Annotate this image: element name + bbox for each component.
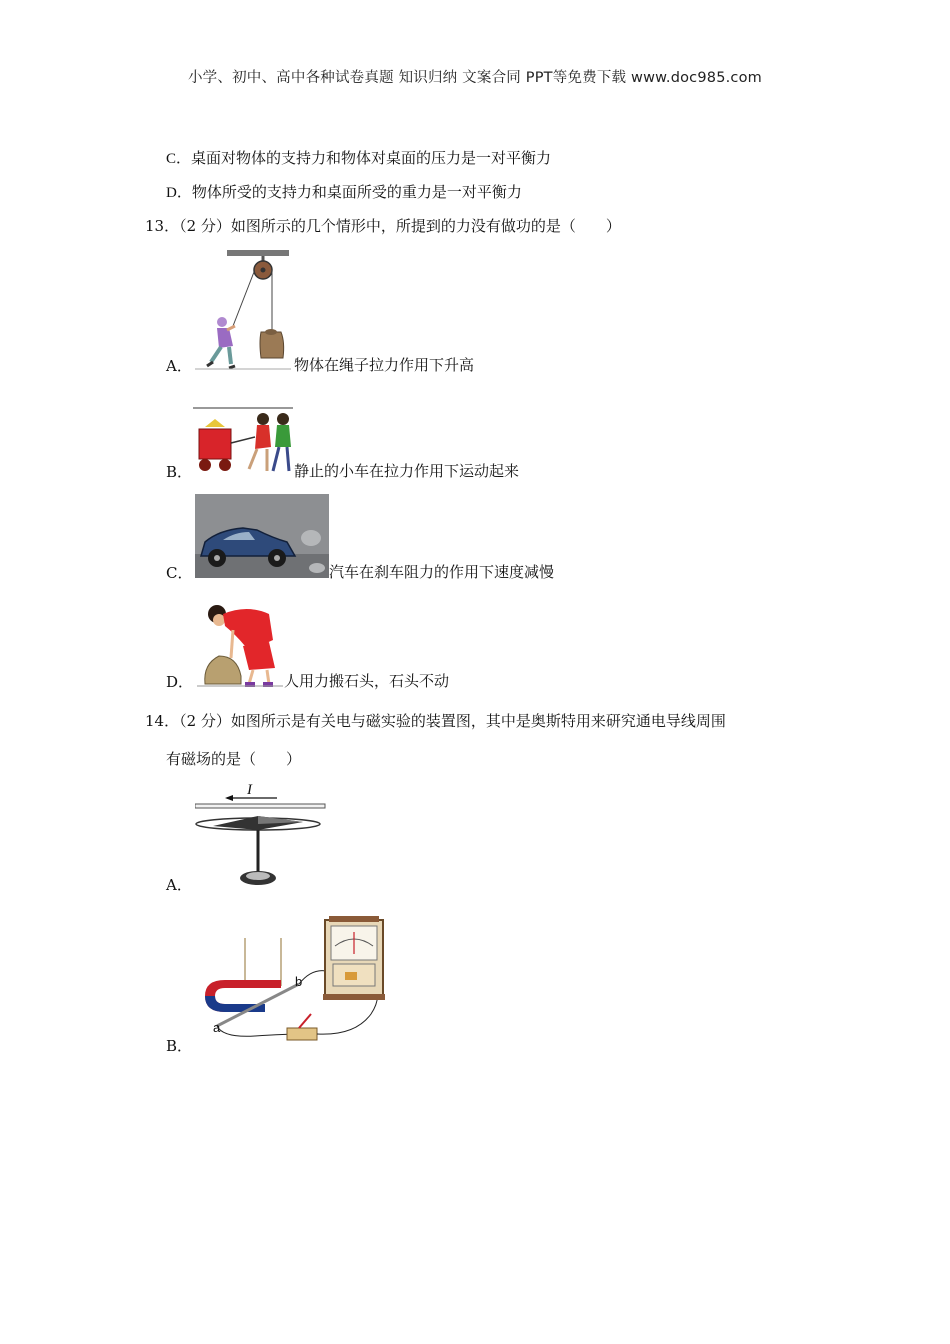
q13-option-d-letter: D．: [166, 673, 194, 691]
q13-stem: 13．（2 分）如图所示的几个情形中，所提到的力没有做功的是（ ）: [145, 217, 621, 235]
q13-option-b-text: 静止的小车在拉力作用下运动起来: [294, 462, 520, 480]
q14-option-b-letter: B．: [166, 1037, 193, 1055]
option-letter: D．: [166, 185, 192, 201]
q12-option-d: [166, 182, 522, 203]
q13-option-d-text: 人用力搬石头，石头不动: [284, 672, 450, 690]
car-braking-image: [195, 494, 329, 578]
q13-option-c-text: 汽车在刹车阻力的作用下速度减慢: [329, 563, 555, 581]
q13-option-c-letter: C．: [166, 564, 193, 582]
pulley-lifting-sack-image: [195, 250, 291, 372]
q14-stem-line2: 有磁场的是（ ）: [166, 750, 302, 768]
woman-lifting-stone-image: [197, 600, 283, 690]
two-children-pulling-cart-image: [193, 407, 293, 477]
current-label: I: [247, 782, 252, 798]
q13-option-b-letter: B．: [166, 463, 193, 481]
option-letter: C．: [166, 151, 192, 167]
magnet-rod-galvanometer-image: [195, 914, 387, 1048]
option-text: 物体所受的支持力和桌面所受的重力是一对平衡力: [191, 183, 522, 201]
wire-over-compass-needle-image: [195, 780, 327, 890]
option-text: 桌面对物体的支持力和物体对桌面的压力是一对平衡力: [191, 149, 552, 167]
q12-option-c: [166, 148, 551, 169]
label-b: b: [295, 974, 303, 989]
page-header: 小学、初中、高中各种试卷真题 知识归纳 文案合同 PPT等免费下载 www.doc985.com: [187, 70, 763, 86]
label-a: a: [213, 1020, 221, 1035]
q13-option-a-text: 物体在绳子拉力作用下升高: [294, 356, 475, 374]
q14-stem-line1: 14．（2 分）如图所示是有关电与磁实验的装置图，其中是奥斯特用来研究通电导线周围: [145, 712, 726, 730]
q13-option-a-letter: A．: [166, 357, 192, 375]
q14-option-a-letter: A．: [166, 876, 192, 894]
